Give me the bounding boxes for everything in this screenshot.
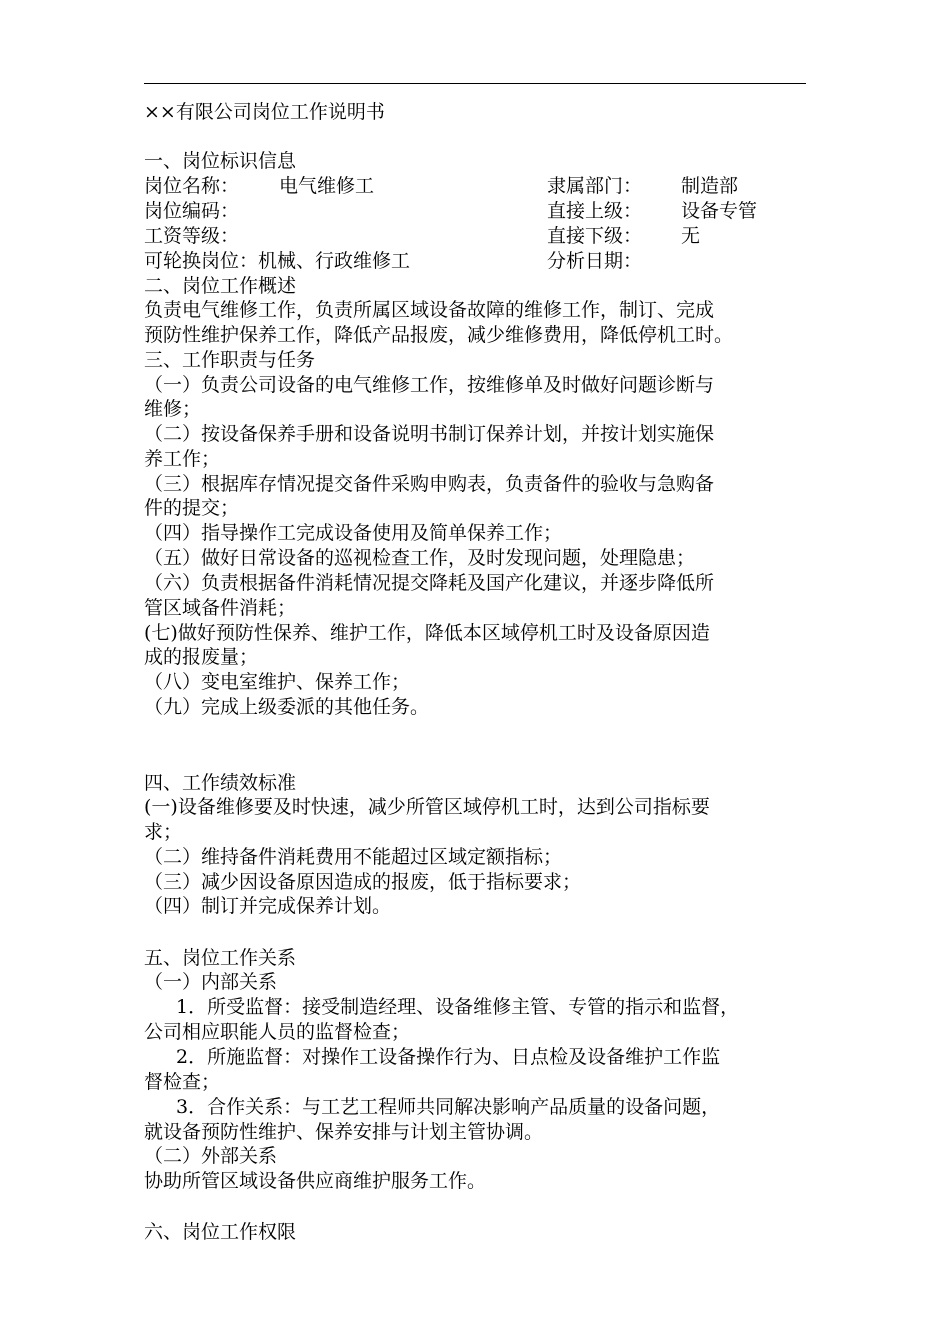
section-6-heading: 六、岗位工作权限 bbox=[144, 1221, 297, 1243]
superior-label: 直接上级： bbox=[547, 200, 643, 222]
department-value: 制造部 bbox=[681, 175, 739, 197]
overview-line: 预防性维护保养工作，降低产品报废，减少维修费用，降低停机工时。 bbox=[144, 324, 734, 346]
duty-line: 件的提交； bbox=[144, 497, 240, 519]
duty-line: （二）按设备保养手册和设备说明书制订保养计划，并按计划实施保 bbox=[144, 423, 715, 445]
position-name-value: 电气维修工 bbox=[279, 175, 375, 197]
duty-line: 养工作； bbox=[144, 448, 221, 470]
section-3-heading: 三、工作职责与任务 bbox=[144, 349, 316, 371]
duty-line: （八）变电室维护、保养工作； bbox=[144, 671, 411, 693]
section-2-heading: 二、岗位工作概述 bbox=[144, 275, 297, 297]
relation-item-line: 3．合作关系：与工艺工程师共同解决影响产品质量的设备问题， bbox=[176, 1096, 721, 1118]
standard-line: 求； bbox=[144, 821, 183, 843]
relation-item-line: 公司相应职能人员的监督检查； bbox=[144, 1021, 411, 1043]
salary-grade-label: 工资等级： bbox=[144, 225, 240, 247]
external-relations-text: 协助所管区域设备供应商维护服务工作。 bbox=[144, 1170, 487, 1192]
duty-line: （四）指导操作工完成设备使用及简单保养工作； bbox=[144, 522, 563, 544]
doc-title: ××有限公司岗位工作说明书 bbox=[144, 101, 385, 123]
relation-item-line: 就设备预防性维护、保养安排与计划主管协调。 bbox=[144, 1121, 544, 1143]
duty-line: 维修； bbox=[144, 398, 202, 420]
section-4-heading: 四、工作绩效标准 bbox=[144, 772, 297, 794]
standard-line: (一)设备维修要及时快速，减少所管区域停机工时，达到公司指标要 bbox=[144, 796, 710, 818]
duty-line: 成的报废量； bbox=[144, 646, 259, 668]
position-code-label: 岗位编码： bbox=[144, 200, 240, 222]
relation-item-line: 2．所施监督：对操作工设备操作行为、日点检及设备维护工作监 bbox=[176, 1046, 721, 1068]
superior-value: 设备专管 bbox=[681, 200, 758, 222]
department-label: 隶属部门： bbox=[547, 175, 643, 197]
analysis-date-label: 分析日期： bbox=[547, 250, 643, 272]
duty-line: 管区域备件消耗； bbox=[144, 597, 297, 619]
standard-line: （四）制订并完成保养计划。 bbox=[144, 895, 392, 917]
duty-line: （五）做好日常设备的巡视检查工作，及时发现问题，处理隐患； bbox=[144, 547, 696, 569]
duty-line: （三）根据库存情况提交备件采购申购表，负责备件的验收与急购备 bbox=[144, 473, 715, 495]
section-5-heading: 五、岗位工作关系 bbox=[144, 947, 297, 969]
relation-item-line: 1．所受监督：接受制造经理、设备维修主管、专管的指示和监督， bbox=[176, 996, 740, 1018]
standard-line: （三）减少因设备原因造成的报废，低于指标要求； bbox=[144, 871, 582, 893]
subordinate-label: 直接下级： bbox=[547, 225, 643, 247]
duty-line: （六）负责根据备件消耗情况提交降耗及国产化建议，并逐步降低所 bbox=[144, 572, 715, 594]
duty-line: (七)做好预防性保养、维护工作，降低本区域停机工时及设备原因造 bbox=[144, 622, 710, 644]
internal-relations-heading: （一）内部关系 bbox=[144, 971, 278, 993]
duty-line: （九）完成上级委派的其他任务。 bbox=[144, 696, 430, 718]
external-relations-heading: （二）外部关系 bbox=[144, 1145, 278, 1167]
subordinate-value: 无 bbox=[681, 225, 701, 247]
position-name-label: 岗位名称： bbox=[144, 175, 240, 197]
header-rule bbox=[144, 83, 806, 84]
section-1-heading: 一、岗位标识信息 bbox=[144, 150, 297, 172]
rotation-label: 可轮换岗位：机械、行政维修工 bbox=[144, 250, 411, 272]
relation-item-line: 督检查； bbox=[144, 1071, 221, 1093]
overview-line: 负责电气维修工作，负责所属区域设备故障的维修工作，制订、完成 bbox=[144, 299, 715, 321]
duty-line: （一）负责公司设备的电气维修工作，按维修单及时做好问题诊断与 bbox=[144, 374, 715, 396]
standard-line: （二）维持备件消耗费用不能超过区域定额指标； bbox=[144, 846, 563, 868]
